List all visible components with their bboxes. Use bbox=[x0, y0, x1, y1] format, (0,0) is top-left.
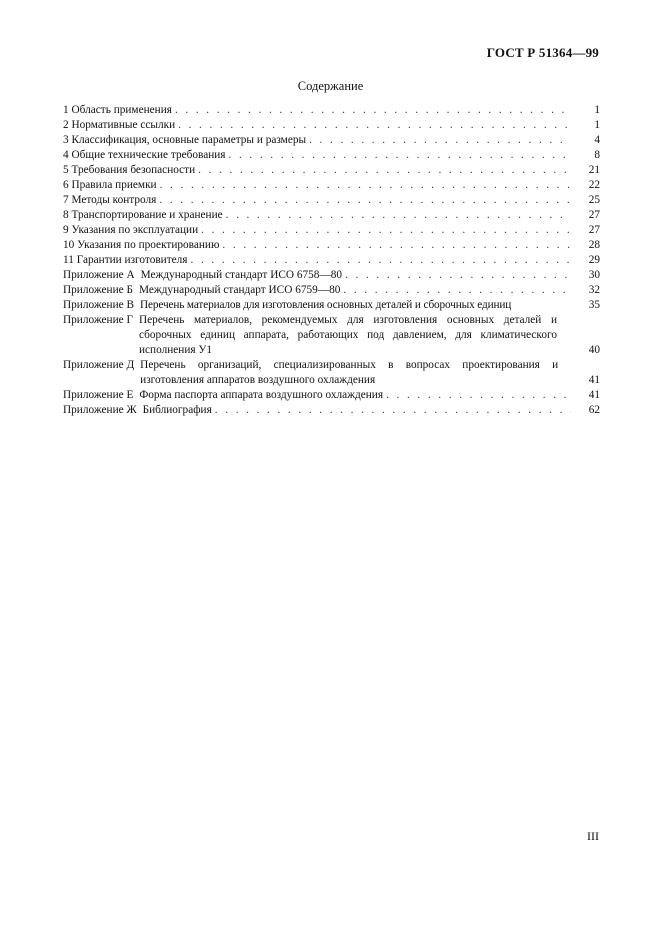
toc-appendix-entry[interactable] bbox=[63, 268, 600, 283]
toc-entry-page: 30 bbox=[588, 269, 600, 281]
toc-entry[interactable] bbox=[63, 178, 600, 193]
appendix-prefix: Приложение Д bbox=[63, 359, 135, 371]
toc-entry[interactable] bbox=[63, 163, 600, 178]
dot-leader bbox=[386, 388, 571, 403]
page-number: III bbox=[587, 829, 599, 843]
toc-entry[interactable] bbox=[63, 253, 600, 268]
toc-entry-label: Гарантии изготовителя bbox=[76, 254, 188, 266]
dot-leader bbox=[215, 403, 571, 418]
toc-entry[interactable] bbox=[63, 133, 600, 148]
toc-entry-page: 29 bbox=[588, 254, 600, 266]
dot-leader bbox=[191, 253, 571, 268]
appendix-prefix: Приложение В bbox=[63, 299, 134, 311]
toc-entry-page: 21 bbox=[588, 164, 600, 176]
toc-entry[interactable] bbox=[63, 193, 600, 208]
toc-entry[interactable] bbox=[63, 223, 600, 238]
dot-leader bbox=[229, 148, 572, 163]
toc-entry-number: 6 bbox=[63, 179, 69, 191]
toc-entry-page: 32 bbox=[588, 284, 600, 296]
table-of-contents bbox=[63, 103, 600, 418]
dot-leader bbox=[343, 283, 571, 298]
appendix-prefix: Приложение Б bbox=[63, 284, 133, 296]
toc-appendix-entry[interactable] bbox=[63, 283, 600, 298]
toc-entry[interactable] bbox=[63, 148, 600, 163]
toc-entry-page: 22 bbox=[588, 179, 600, 191]
toc-entry-number: 7 bbox=[63, 194, 69, 206]
toc-entry-number: 1 bbox=[63, 104, 69, 116]
toc-entry-label: Область применения bbox=[71, 104, 172, 116]
toc-appendix-entry[interactable] bbox=[63, 313, 600, 358]
toc-entry-number: 3 bbox=[63, 134, 69, 146]
dot-leader bbox=[226, 208, 571, 223]
appendix-prefix: Приложение А bbox=[63, 269, 135, 281]
toc-appendix-entry[interactable] bbox=[63, 388, 600, 403]
toc-entry-number: 9 bbox=[63, 224, 69, 236]
toc-entry-page: 4 bbox=[594, 134, 600, 146]
toc-entry-number: 8 bbox=[63, 209, 69, 221]
toc-entry-label: Требования безопасности bbox=[71, 164, 196, 176]
toc-entry-page: 27 bbox=[588, 209, 600, 221]
toc-entry-number: 10 bbox=[63, 239, 75, 251]
toc-entry[interactable] bbox=[63, 208, 600, 223]
dot-leader bbox=[198, 163, 571, 178]
toc-entry-page: 1 bbox=[594, 104, 600, 116]
toc-entry-label: Методы контроля bbox=[71, 194, 157, 206]
appendix-prefix: Приложение Е bbox=[63, 389, 134, 401]
toc-entry-page: 62 bbox=[588, 404, 600, 416]
toc-entry-number: 11 bbox=[63, 254, 74, 266]
dot-leader bbox=[160, 178, 571, 193]
toc-entry-page: 41 bbox=[588, 389, 600, 401]
appendix-title: Библиография bbox=[142, 404, 212, 416]
appendix-title: Международный стандарт ИСО 6758—80 bbox=[140, 269, 343, 281]
dot-leader bbox=[159, 193, 571, 208]
dot-leader bbox=[309, 133, 571, 148]
appendix-prefix: Приложение Г bbox=[63, 314, 133, 326]
appendix-title: Перечень материалов, рекомендуемых для изготовления основных деталей и сборочных единиц аппарата, работающих под давлением, для климатического исполнения У1 bbox=[139, 314, 557, 356]
toc-entry-page: 25 bbox=[588, 194, 600, 206]
toc-entry-number: 4 bbox=[63, 149, 69, 161]
toc-entry-label: Нормативные ссылки bbox=[71, 119, 176, 131]
dot-leader bbox=[175, 103, 571, 118]
toc-appendix-entry[interactable] bbox=[63, 298, 600, 313]
appendix-title: Международный стандарт ИСО 6759—80 bbox=[138, 284, 341, 296]
dot-leader bbox=[222, 238, 571, 253]
toc-entry-number: 2 bbox=[63, 119, 69, 131]
toc-entry-page: 1 bbox=[594, 119, 600, 131]
toc-entry-label: Транспортирование и хранение bbox=[71, 209, 223, 221]
toc-entry-page: 27 bbox=[588, 224, 600, 236]
appendix-title: Перечень организаций, специализированных в вопросах проектирования и изготовления аппаратов воздушного охлаждения bbox=[140, 359, 559, 386]
document-header: ГОСТ Р 51364—99 bbox=[486, 45, 599, 60]
toc-entry-label: Классификация, основные параметры и размеры bbox=[71, 134, 307, 146]
dot-leader bbox=[201, 223, 571, 238]
toc-entry-label: Указания по проектированию bbox=[77, 239, 220, 251]
toc-entry-label: Правила приемки bbox=[71, 179, 157, 191]
toc-appendix-entry[interactable] bbox=[63, 403, 600, 418]
toc-title: Содержание bbox=[297, 79, 364, 93]
toc-entry-page: 8 bbox=[594, 149, 600, 161]
toc-appendix-entry[interactable] bbox=[63, 358, 600, 388]
toc-entry-label: Указания по эксплуатации bbox=[71, 224, 199, 236]
toc-entry-page: 40 bbox=[588, 344, 600, 356]
toc-entry-page: 28 bbox=[588, 239, 600, 251]
appendix-title: Форма паспорта аппарата воздушного охлаждения bbox=[139, 389, 384, 401]
toc-entry[interactable] bbox=[63, 103, 600, 118]
dot-leader bbox=[345, 268, 571, 283]
appendix-prefix: Приложение Ж bbox=[63, 404, 137, 416]
toc-entry-label: Общие технические требования bbox=[71, 149, 226, 161]
toc-entry-page: 35 bbox=[588, 299, 600, 311]
toc-entry-page: 41 bbox=[588, 374, 600, 386]
dot-leader bbox=[178, 118, 571, 133]
toc-entry[interactable] bbox=[63, 238, 600, 253]
toc-entry[interactable] bbox=[63, 118, 600, 133]
appendix-title: Перечень материалов для изготовления основных деталей и сборочных единиц bbox=[140, 299, 512, 311]
toc-entry-number: 5 bbox=[63, 164, 69, 176]
